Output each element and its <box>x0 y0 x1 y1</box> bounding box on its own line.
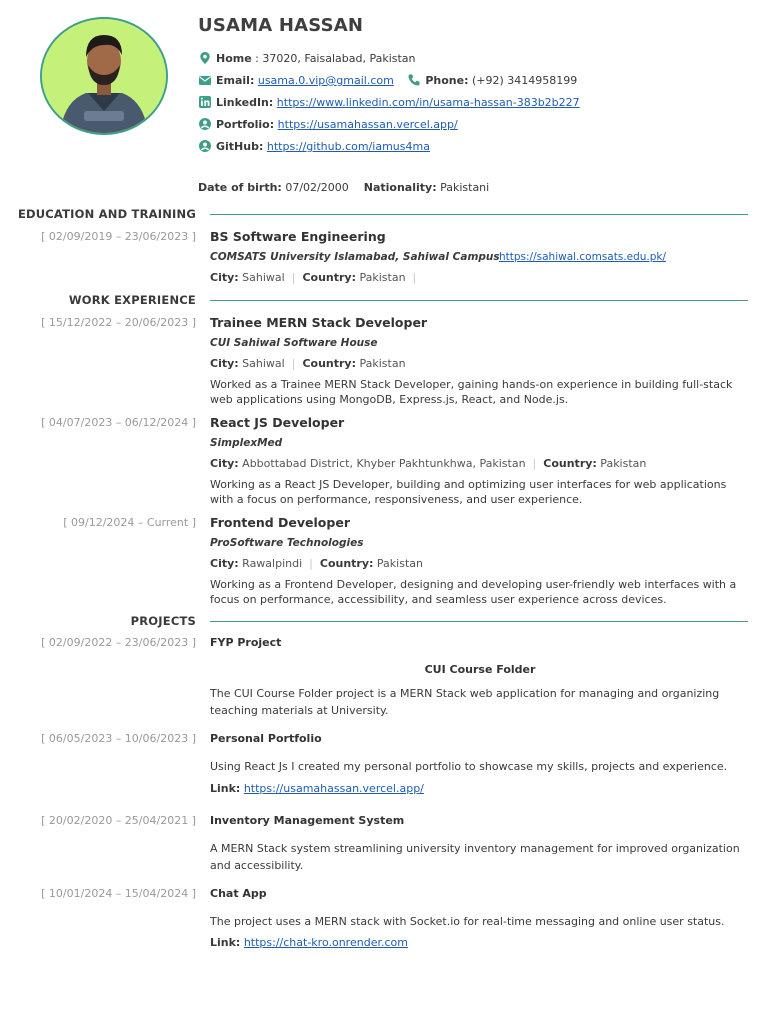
phone-icon <box>407 73 421 87</box>
job-title: React JS Developer <box>210 415 345 430</box>
city-value: Rawalpindi <box>238 557 303 570</box>
job-location <box>210 456 646 472</box>
city-value: Sahiwal <box>238 271 285 284</box>
city-label: City: <box>210 271 239 284</box>
job-description: Working as a React JS Developer, building and optimizing user interfaces for web applications with a focus on performance, responsiveness, and user experience. <box>210 478 727 506</box>
phone-value: (+92) 3414958199 <box>468 74 578 87</box>
pipe-divider: | <box>532 457 537 470</box>
education-institution: COMSATS University Islamabad, Sahiwal Campus <box>210 251 500 263</box>
project-link[interactable]: https://chat-kro.onrender.com <box>243 936 408 949</box>
project-title: Personal Portfolio <box>210 732 322 745</box>
education-location <box>210 270 423 286</box>
city-value: Sahiwal <box>238 357 285 370</box>
job-dates: [ 15/12/2022 – 20/06/2023 ] <box>41 316 196 329</box>
job-location <box>210 556 423 572</box>
job-employer: CUI Sahiwal Software House <box>210 337 378 349</box>
section-divider <box>210 214 748 215</box>
link-label: Link: <box>210 782 241 795</box>
person-name: USAMA HASSAN <box>198 15 364 36</box>
linkedin-icon <box>198 95 212 109</box>
phone-label: Phone: <box>425 74 469 87</box>
city-label: City: <box>210 357 239 370</box>
education-dates: [ 02/09/2019 – 23/06/2023 ] <box>41 230 196 243</box>
job-dates: [ 04/07/2023 – 06/12/2024 ] <box>41 416 196 429</box>
section-divider <box>210 621 748 622</box>
project-dates: [ 10/01/2024 – 15/04/2024 ] <box>41 887 196 900</box>
pipe-divider: | <box>412 271 417 284</box>
project-title: FYP Project <box>210 636 282 649</box>
job-employer: ProSoftware Technologies <box>210 537 364 549</box>
job-dates: [ 09/12/2024 – Current ] <box>63 516 196 529</box>
dob-label: Date of birth: <box>198 181 282 194</box>
country-label: Country: <box>302 271 356 284</box>
email-link[interactable]: usama.0.vip@gmail.com <box>257 74 394 87</box>
nationality-label: Nationality: <box>363 181 437 194</box>
city-label: City: <box>210 457 239 470</box>
personal-info-line <box>198 180 489 196</box>
person-portrait-icon <box>42 19 166 133</box>
country-value: Pakistan <box>355 271 406 284</box>
linkedin-line <box>198 94 580 112</box>
job-employer: SimplexMed <box>210 437 283 449</box>
country-label: Country: <box>302 357 356 370</box>
work-section-title: WORK EXPERIENCE <box>68 293 196 307</box>
nationality-value: Pakistani <box>436 181 490 194</box>
projects-section-title: PROJECTS <box>130 614 196 628</box>
project-link-line <box>210 935 408 951</box>
job-description: Working as a Frontend Developer, designing and developing user-friendly web interfaces with a focus on performance, accessibility, and seamless user experience across devices. <box>210 578 737 606</box>
email-envelope-icon <box>198 73 212 87</box>
project-title: Inventory Management System <box>210 814 405 827</box>
location-pin-icon <box>198 51 212 65</box>
github-label: GitHub: <box>216 140 264 153</box>
project-link[interactable]: https://usamahassan.vercel.app/ <box>243 782 424 795</box>
project-description: The CUI Course Folder project is a MERN Stack web application for managing and organizing teaching materials at University. <box>210 687 720 717</box>
country-label: Country: <box>319 557 374 570</box>
job-description: Worked as a Trainee MERN Stack Developer, gaining hands-on experience in building full-stack web applications using MongoDB, Express.js, React, and Node.js. <box>210 378 733 406</box>
job-title: Trainee MERN Stack Developer <box>210 315 428 330</box>
user-circle-icon <box>198 139 212 153</box>
pipe-divider: | <box>309 557 313 570</box>
project-link-line <box>210 781 424 797</box>
user-circle-icon <box>198 117 212 131</box>
home-value: : 37020, Faisalabad, Pakistan <box>251 52 416 65</box>
github-line <box>198 138 430 156</box>
education-section-title: EDUCATION AND TRAINING <box>17 207 196 221</box>
link-label: Link: <box>210 936 241 949</box>
profile-photo <box>40 17 168 135</box>
project-title: Chat App <box>210 887 267 900</box>
job-location <box>210 356 406 372</box>
home-address-line <box>198 50 416 68</box>
education-institution-link[interactable]: https://sahiwal.comsats.edu.pk/ <box>499 251 667 263</box>
portfolio-line <box>198 116 458 134</box>
linkedin-label: LinkedIn: <box>216 96 274 109</box>
dob-value: 07/02/2000 <box>281 181 349 194</box>
project-description: Using React Js I created my personal portfolio to showcase my skills, projects and experience. <box>210 760 728 773</box>
project-dates: [ 20/02/2020 – 25/04/2021 ] <box>41 814 196 827</box>
city-label: City: <box>210 557 239 570</box>
pipe-divider: | <box>291 271 296 284</box>
country-value: Pakistan <box>596 457 647 470</box>
github-link[interactable]: https://github.com/iamus4ma <box>266 140 430 153</box>
project-description: A MERN Stack system streamlining university inventory management for improved organization and accessibility. <box>210 842 740 872</box>
project-description: The project uses a MERN stack with Socket.io for real-time messaging and online user status. <box>210 915 725 928</box>
portfolio-label: Portfolio: <box>216 118 275 131</box>
job-title: Frontend Developer <box>210 515 350 530</box>
country-value: Pakistan <box>355 357 406 370</box>
project-dates: [ 06/05/2023 – 10/06/2023 ] <box>41 732 196 745</box>
email-phone-line <box>198 72 577 90</box>
portfolio-link[interactable]: https://usamahassan.vercel.app/ <box>277 118 458 131</box>
pipe-divider: | <box>291 357 296 370</box>
country-value: Pakistan <box>373 557 423 570</box>
home-label: Home <box>216 52 252 65</box>
project-subtitle: CUI Course Folder <box>424 663 536 676</box>
education-degree: BS Software Engineering <box>210 229 386 244</box>
linkedin-link[interactable]: https://www.linkedin.com/in/usama-hassan-383b2b227 <box>276 96 580 109</box>
email-label: Email: <box>216 74 255 87</box>
country-label: Country: <box>543 457 597 470</box>
section-divider <box>210 300 748 301</box>
project-dates: [ 02/09/2022 – 23/06/2023 ] <box>41 636 196 649</box>
city-value: Abbottabad District, Khyber Pakhtunkhwa, Pakistan <box>238 457 526 470</box>
